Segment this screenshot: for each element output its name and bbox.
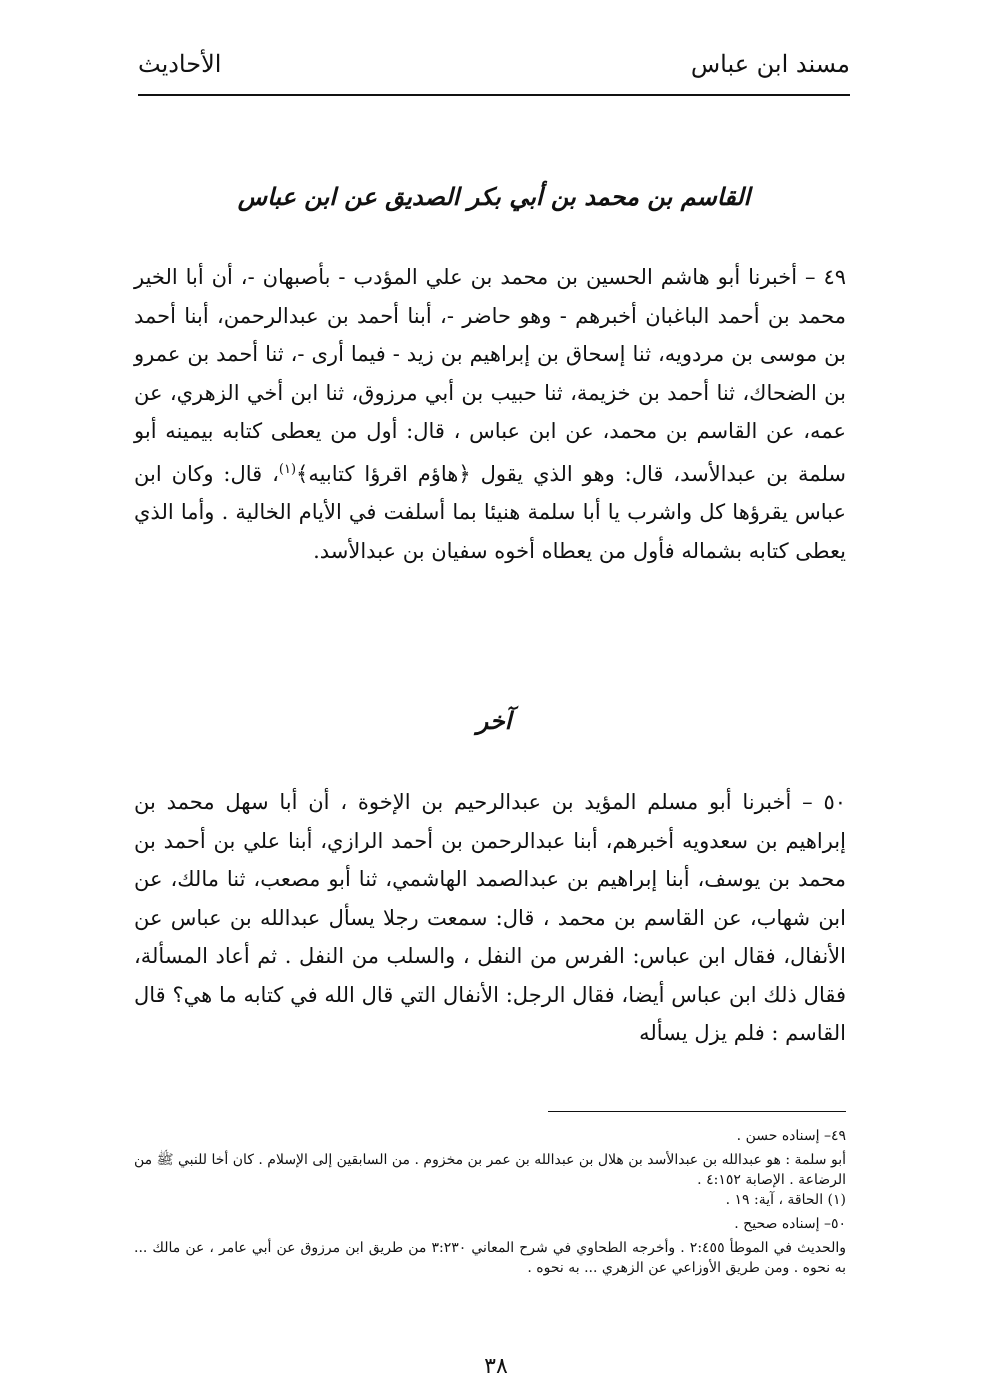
book-title: مسند ابن عباس: [690, 50, 850, 78]
hadith-49-paragraph: [134, 258, 846, 570]
section-name: الأحاديث: [138, 50, 222, 78]
footnote-item: ٤٩– إسناده حسن .: [736, 1128, 846, 1144]
footnote-item: (١) الحاقة ، آية: ١٩ .: [725, 1192, 846, 1208]
footnotes: [134, 1126, 846, 1278]
page-number: ٣٨: [484, 1354, 508, 1379]
footnote-item: ٥٠– إسناده صحيح .: [734, 1216, 846, 1232]
hadith-text: أخبرنا أبو مسلم المؤيد بن عبدالرحيم بن الإخوة ، أن أبا سهل محمد بن إبراهيم بن سعدويه أخبرهم، أبنا عبدالرحمن بن أحمد الرازي، أبنا علي بن أحمد بن محمد بن يوسف، أبنا إبراهيم بن عبدالصمد الهاشمي، ثنا أبو مصعب، ثنا مالك، عن ابن شهاب، عن القاسم بن محمد ، قال: سمعت رجلا يسأل عبدالله بن عباس عن الأنفال، فقال ابن عباس: الفرس من النفل ، والسلب من النفل . ثم أعاد المسألة، فقال ذلك ابن عباس أيضا، فقال الرجل: الأنفال التي قال الله في كتابه ما هي؟ قال القاسم : فلم يزل يسأله: [134, 790, 846, 1045]
footnote-item: أبو سلمة : هو عبدالله بن عبدالأسد بن هلال بن عبدالله بن عمر بن مخزوم . من السابقين إلى الإسلام . كان أخا للنبي ﷺ من الرضاعة . الإصابة ٤:١٥٢ .: [134, 1152, 846, 1188]
footnote-item: والحديث في الموطأ ٢:٤٥٥ . وأخرجه الطحاوي في شرح المعاني ٣:٢٣٠ من طريق ابن مرزوق عن أبي عامر ، عن مالك ... به نحوه . ومن طريق الأوزاعي عن الزهري ... به نحوه .: [134, 1240, 847, 1276]
hadith-text: أخبرنا أبو هاشم الحسين بن محمد بن علي المؤدب - بأصبهان -، أن أبا الخير محمد بن أحمد الباغبان أخبرهم - وهو حاضر -، أبنا أحمد بن عبدالرحمن، أبنا أحمد بن موسى بن مردويه، ثنا إسحاق بن إبراهيم بن زيد - فيما أرى -، ثنا أحمد بن عمرو بن الضحاك، ثنا أحمد بن خزيمة، ثنا حبيب بن أبي مرزوق، ثنا ابن أخي الزهري، عن عمه، عن القاسم بن محمد، عن ابن عباس ، قال: أول من يعطى كتابه بيمينه أبو سلمة بن عبدالأسد، قال: وهو الذي يقول ﴿هاؤم اقرؤا كتابيه﴾: [134, 265, 846, 486]
hadith-50-paragraph: [134, 783, 846, 1053]
section-title-akhar: آخر: [476, 706, 512, 735]
footnote-ref[interactable]: (١): [278, 461, 297, 477]
hadith-number: ٤٩ –: [805, 265, 846, 289]
footnote-divider: [548, 1111, 846, 1112]
hadith-number: ٥٠ –: [802, 790, 846, 814]
hadith-text-continued: ، قال: وكان ابن عباس يقرؤها كل واشرب يا أبا سلمة هنيئا بما أسلفت في الأيام الخالية . وأما الذي يعطى كتابه بشماله فأول من يعطاه أخوه سفيان بن عبدالأسد.: [134, 461, 846, 563]
running-header: [138, 46, 850, 96]
section-title-qasim: القاسم بن محمد بن أبي بكر الصديق عن ابن عباس: [237, 182, 751, 211]
